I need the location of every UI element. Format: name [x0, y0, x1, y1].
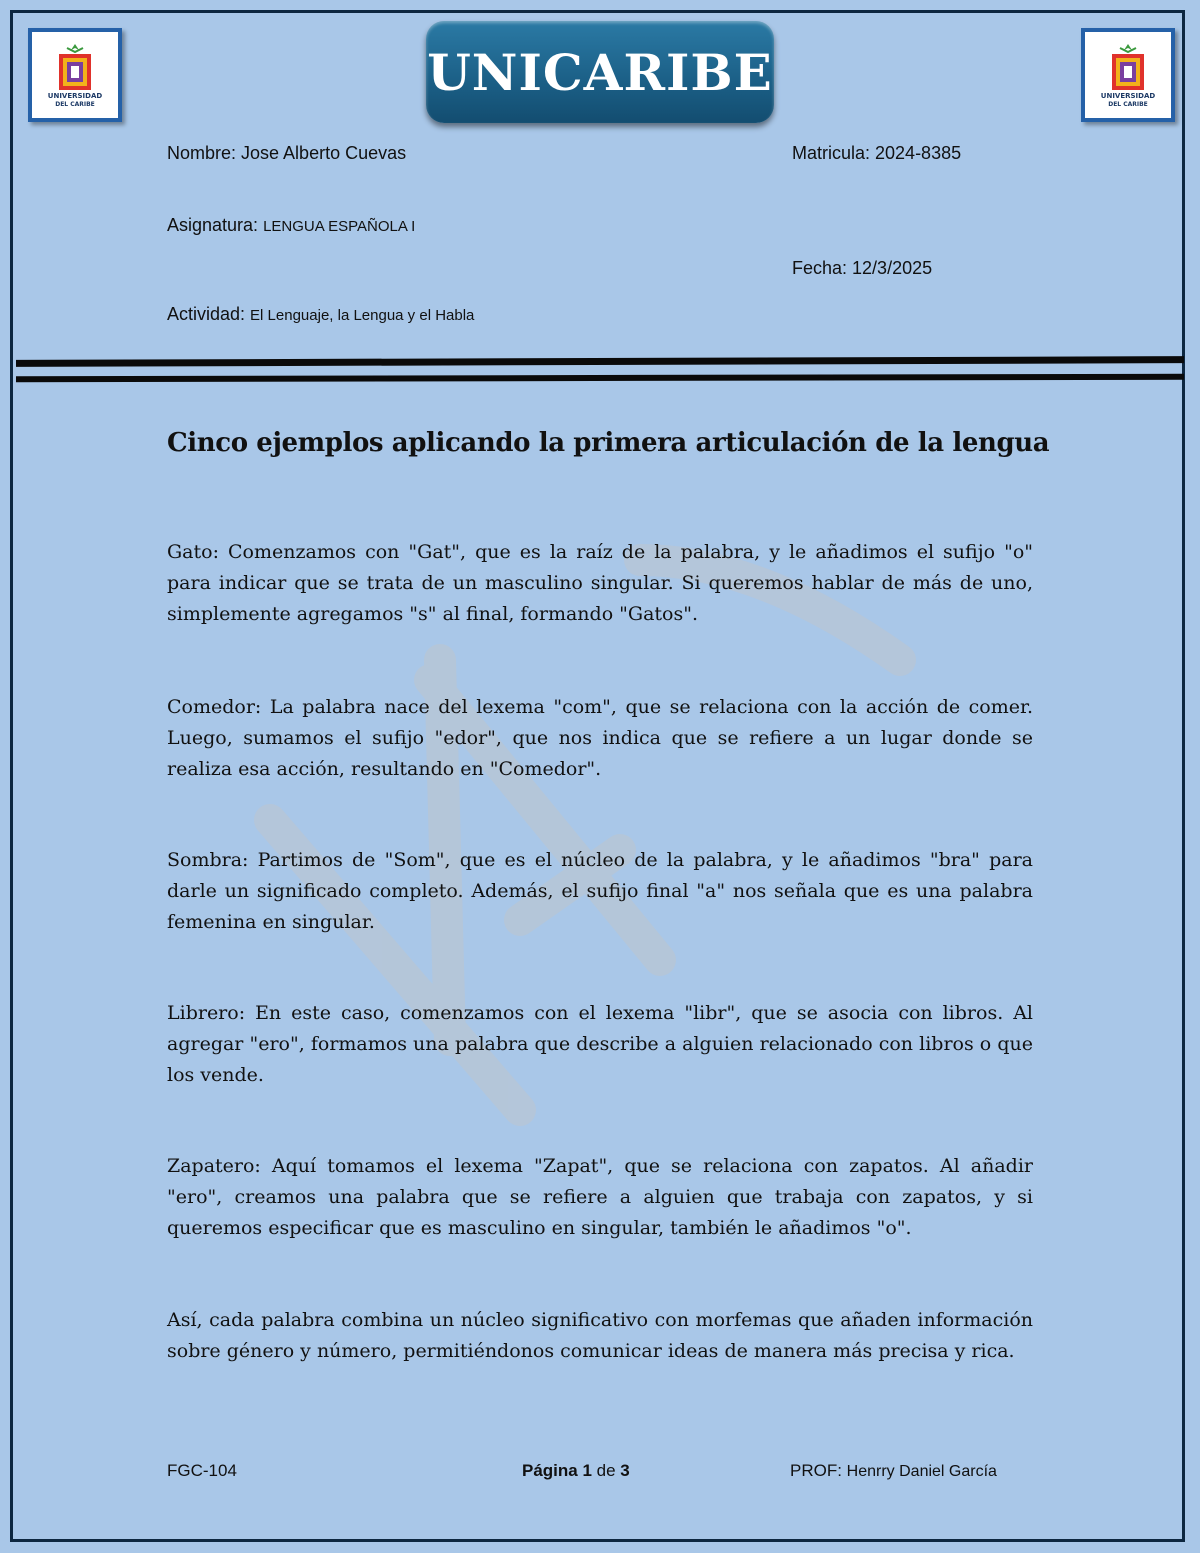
- professor: [790, 1461, 997, 1481]
- paragraph-comedor: Comedor: La palabra nace del lexema "com", que se relaciona con la acción de comer. Luego, sumamos el sufijo "edor", que nos indica que se refiere a un lugar donde se realiza esa acción, resultando en "Comedor".: [167, 696, 1033, 780]
- logo-line-2: DEL CARIBE: [1108, 101, 1148, 108]
- activity-label: Actividad:: [167, 304, 251, 324]
- logo-line-1: UNIVERSIDAD: [47, 92, 103, 100]
- document-title: Cinco ejemplos aplicando la primera articulación de la lengua: [167, 428, 1050, 458]
- student-name: Nombre: Jose Alberto Cuevas: [167, 143, 407, 163]
- page-number: [522, 1461, 630, 1481]
- university-logo-right: [1081, 28, 1175, 122]
- activity-value: El Lenguaje, la Lengua y el Habla: [250, 307, 475, 324]
- date-field: Fecha: 12/3/2025: [792, 258, 933, 278]
- university-logo-left: [28, 28, 122, 122]
- paragraph-sombra: Sombra: Partimos de "Som", que es el núcleo de la palabra, y le añadimos "bra" para darle un significado completo. Además, el sufijo final "a" nos señala que es una palabra femenina en singular.: [167, 849, 1033, 933]
- paragraph-conclusion: Así, cada palabra combina un núcleo significativo con morfemas que añaden información sobre género y número, permitiéndonos comunicar ideas de manera más precisa y rica.: [167, 1309, 1033, 1362]
- paragraph-zapatero: Zapatero: Aquí tomamos el lexema "Zapat", que se relaciona con zapatos. Al añadir "ero", creamos una palabra que se refiere a alguien que trabaja con zapatos, y si queremos especificar que es masculino en singular, también le añadimos "o".: [167, 1155, 1033, 1239]
- professor-label: PROF:: [790, 1461, 847, 1480]
- course-code: FGC-104: [167, 1461, 237, 1480]
- page-prefix: Página: [522, 1461, 583, 1480]
- subject-field: [167, 215, 415, 236]
- logo-line-1: UNIVERSIDAD: [1100, 92, 1156, 100]
- page-total: 3: [620, 1461, 630, 1480]
- page-current: 1: [582, 1461, 592, 1480]
- banner-title: UNICARIBE: [427, 43, 773, 102]
- paragraph-librero: Librero: En este caso, comenzamos con el lexema "libr", que se asocia con libros. Al agregar "ero", formamos una palabra que describe a alguien relacionado con libros o que los vende.: [167, 1002, 1033, 1086]
- page-mid: de: [591, 1461, 621, 1480]
- professor-name: Henrry Daniel García: [846, 1463, 997, 1480]
- logo-line-2: DEL CARIBE: [55, 101, 95, 108]
- unicaribe-banner: [426, 21, 774, 123]
- university-crest-icon: [53, 42, 97, 94]
- subject-label: Asignatura:: [167, 215, 264, 235]
- activity-field: [167, 304, 474, 325]
- subject-value: LENGUA ESPAÑOLA I: [263, 218, 416, 235]
- student-id: Matricula: 2024-8385: [792, 143, 962, 163]
- paragraph-gato: Gato: Comenzamos con "Gat", que es la raíz de la palabra, y le añadimos el sufijo "o" para indicar que se trata de un masculino singular. Si queremos hablar de más de uno, simplemente agregamos "s" al final, formando "Gatos".: [167, 541, 1033, 625]
- university-crest-icon: [1106, 42, 1150, 94]
